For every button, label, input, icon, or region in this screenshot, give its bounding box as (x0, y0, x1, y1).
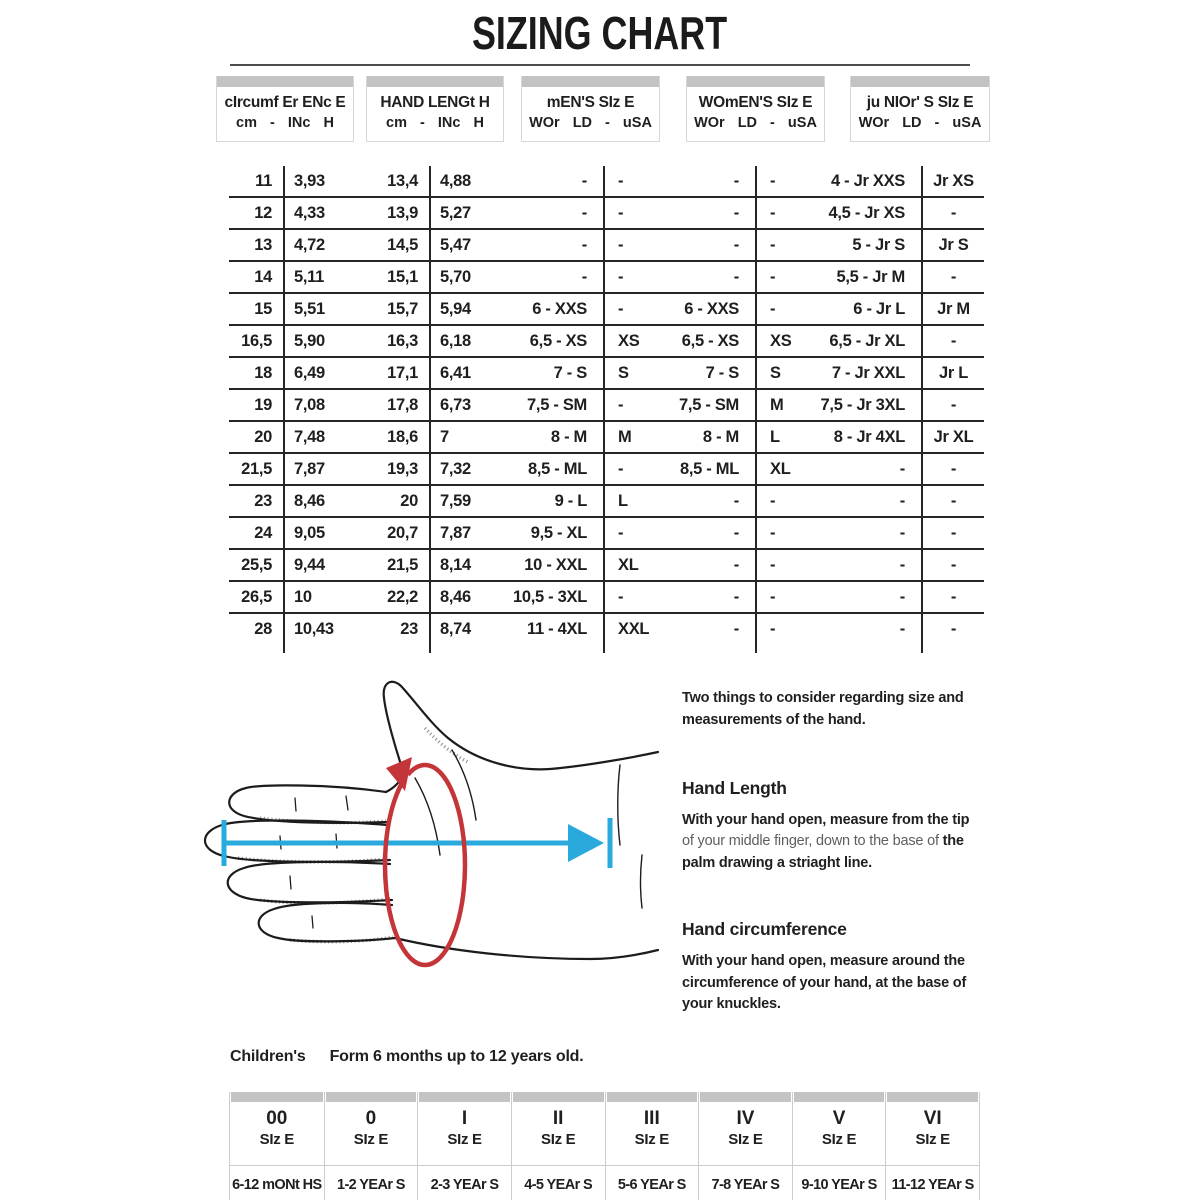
children-size-word: SIz E (353, 1130, 389, 1148)
table-cell-mens_world: - (501, 198, 605, 228)
table-cell-womens_usa: - (770, 235, 776, 254)
children-size-numeral: VI (923, 1108, 942, 1129)
table-cell-juniors_world: 7,5 - Jr 3XL (813, 390, 923, 420)
table-cell-juniors_world: - (813, 454, 923, 484)
hand-length-line3: the palm drawing a striaght line. (682, 833, 964, 871)
table-cell-circumference_inch: 7,48 (294, 427, 325, 446)
table-cell-womens_world: - (665, 486, 757, 516)
table-divider-tail-cell (813, 644, 923, 653)
table-divider-tail-cell (757, 644, 813, 653)
table-cell-juniors_usa: Jr M (937, 299, 970, 318)
children-column-gray-bar (794, 1092, 885, 1102)
table-cell-womens_world: - (665, 614, 757, 644)
table-cell-circumference_cm: 18 (229, 358, 285, 388)
table-cell-hand_length_cm: 20,7 (355, 518, 431, 548)
table-cell-womens_usa: - (770, 299, 776, 318)
table-cell-mens_world: 6 - XXS (501, 294, 605, 324)
children-size-word: SIz E (259, 1130, 294, 1148)
table-cell-hand_length_cm: 14,5 (355, 230, 431, 260)
header-mens-size (521, 76, 660, 142)
table-cell-womens_usa: - (770, 555, 776, 574)
page-title (0, 6, 1200, 60)
header-units: WOr LD - uSA (529, 115, 652, 131)
table-cell-hand_length_inch: 8,74 (440, 619, 471, 638)
table-cell-juniors_usa: - (950, 587, 957, 606)
children-size-numeral: IV (736, 1108, 755, 1129)
children-column-header (418, 1102, 511, 1165)
children-age-range: 2-3 YEAr S (418, 1165, 511, 1200)
table-cell-circumference_cm: 23 (229, 486, 285, 516)
table-cell-hand_length_cm: 23 (355, 614, 431, 644)
table-cell-mens_usa: XL (618, 555, 639, 574)
table-cell-juniors_world: - (813, 614, 923, 644)
children-age-range: 7-8 YEAr S (699, 1165, 792, 1200)
header-hand-length (366, 76, 504, 142)
header-gray-bar (367, 76, 503, 87)
children-column-gray-bar (513, 1092, 604, 1102)
table-divider-tail-cell (665, 644, 757, 653)
table-row (229, 550, 984, 582)
children-size-numeral: 00 (266, 1108, 288, 1129)
table-cell-womens_world: 6,5 - XS (665, 326, 757, 356)
header-name: ju NIOr' S SIz E (866, 94, 974, 111)
table-cell-mens_world: 9 - L (501, 486, 605, 516)
children-column-header (886, 1102, 979, 1165)
table-cell-hand_length_inch: 6,73 (440, 395, 471, 414)
table-cell-juniors_world: 6 - Jr L (813, 294, 923, 324)
table-cell-mens_world: 9,5 - XL (501, 518, 605, 548)
table-cell-hand_length_inch: 7,32 (440, 459, 471, 478)
table-cell-womens_usa: - (770, 491, 776, 510)
children-column (792, 1092, 886, 1200)
table-divider-tail (229, 644, 984, 653)
table-cell-mens_usa: - (618, 459, 624, 478)
table-cell-hand_length_inch: 5,70 (440, 267, 471, 286)
table-cell-circumference_cm: 15 (229, 294, 285, 324)
table-cell-circumference_cm: 20 (229, 422, 285, 452)
header-circumference (216, 76, 354, 142)
table-cell-womens_world: 7,5 - SM (665, 390, 757, 420)
measurement-notes (682, 688, 972, 1016)
table-cell-circumference_cm: 25,5 (229, 550, 285, 580)
header-name: WOmEN'S SIz E (698, 94, 813, 111)
table-cell-circumference_inch: 4,72 (294, 235, 325, 254)
table-row (229, 390, 984, 422)
table-cell-mens_world: 11 - 4XL (501, 614, 605, 644)
header-units: cm - INc H (236, 115, 334, 131)
table-cell-juniors_world: 6,5 - Jr XL (813, 326, 923, 356)
table-cell-circumference_cm: 11 (229, 166, 285, 196)
table-cell-womens_usa: XS (770, 331, 792, 350)
table-cell-mens_usa: - (618, 267, 624, 286)
table-cell-mens_usa: - (618, 171, 624, 190)
table-cell-mens_world: - (501, 262, 605, 292)
children-size-numeral: V (832, 1108, 846, 1129)
table-cell-hand_length_inch: 6,18 (440, 331, 471, 350)
table-cell-juniors_world: 4 - Jr XXS (813, 166, 923, 196)
header-units: cm - INc H (386, 115, 484, 131)
table-cell-hand_length_inch: 8,46 (440, 587, 471, 606)
children-column-header (699, 1102, 792, 1165)
page-title-text: SIZING CHART (472, 7, 728, 59)
table-cell-circumference_inch: 7,87 (294, 459, 325, 478)
table-row (229, 326, 984, 358)
table-cell-womens_usa: S (770, 363, 781, 382)
table-cell-womens_world: 8,5 - ML (665, 454, 757, 484)
notes-intro: Two things to consider regarding size and measurements of the hand. (682, 690, 964, 728)
children-column (698, 1092, 792, 1200)
table-divider-tail-cell (605, 644, 665, 653)
table-cell-womens_usa: XL (770, 459, 791, 478)
table-cell-womens_usa: - (770, 587, 776, 606)
table-cell-juniors_usa: - (950, 203, 957, 222)
table-cell-hand_length_inch: 5,47 (440, 235, 471, 254)
header-gray-bar (851, 76, 989, 87)
table-cell-hand_length_cm: 16,3 (355, 326, 431, 356)
table-cell-juniors_world: - (813, 486, 923, 516)
table-cell-hand_length_inch: 7,59 (440, 491, 471, 510)
children-size-word: SIz E (447, 1130, 482, 1148)
table-cell-circumference_inch: 9,05 (294, 523, 325, 542)
table-row (229, 230, 984, 262)
length-arrow-head (568, 824, 604, 862)
table-cell-circumference_cm: 28 (229, 614, 285, 644)
table-row (229, 262, 984, 294)
table-cell-circumference_cm: 21,5 (229, 454, 285, 484)
table-cell-womens_world: - (665, 262, 757, 292)
children-column (324, 1092, 418, 1200)
children-age-range: 9-10 YEAr S (793, 1165, 886, 1200)
table-cell-circumference_inch: 10 (294, 587, 312, 606)
children-column-gray-bar (607, 1092, 698, 1102)
children-column-gray-bar (700, 1092, 791, 1102)
table-cell-hand_length_cm: 22,2 (355, 582, 431, 612)
children-size-numeral: 0 (365, 1108, 377, 1129)
table-cell-hand_length_cm: 17,1 (355, 358, 431, 388)
table-cell-womens_world: - (665, 198, 757, 228)
table-cell-mens_world: 6,5 - XS (501, 326, 605, 356)
table-cell-womens_world: - (665, 166, 757, 196)
header-womens-size (686, 76, 825, 142)
table-cell-mens_world: 10,5 - 3XL (501, 582, 605, 612)
header-name: cIrcumf Er ENc E (224, 94, 346, 111)
children-age-range: 1-2 YEAr S (325, 1165, 418, 1200)
table-cell-mens_world: 10 - XXL (501, 550, 605, 580)
table-row (229, 518, 984, 550)
table-cell-circumference_cm: 13 (229, 230, 285, 260)
table-cell-hand_length_inch: 6,41 (440, 363, 471, 382)
header-gray-bar (217, 76, 353, 87)
table-cell-juniors_world: 5 - Jr S (813, 230, 923, 260)
table-cell-mens_world: 7 - S (501, 358, 605, 388)
table-cell-mens_usa: XS (618, 331, 640, 350)
table-cell-mens_world: 8 - M (501, 422, 605, 452)
table-cell-mens_usa: L (618, 491, 628, 510)
children-size-table (229, 1092, 980, 1200)
table-cell-mens_usa: - (618, 235, 624, 254)
table-cell-juniors_world: 8 - Jr 4XL (813, 422, 923, 452)
hand-length-line2: of your middle finger, down to the base of (682, 833, 939, 850)
table-divider-tail-cell (923, 644, 984, 653)
table-cell-juniors_usa: Jr S (938, 235, 969, 254)
header-gray-bar (687, 76, 824, 87)
table-cell-hand_length_cm: 15,1 (355, 262, 431, 292)
children-age-range: 5-6 YEAr S (606, 1165, 699, 1200)
table-cell-mens_usa: - (618, 395, 624, 414)
table-cell-circumference_inch: 10,43 (294, 619, 334, 638)
table-row (229, 454, 984, 486)
circumference-heading: Hand circumference (682, 918, 847, 939)
table-cell-juniors_usa: - (950, 555, 957, 574)
table-cell-hand_length_inch: 8,14 (440, 555, 471, 574)
table-divider-tail-cell (501, 644, 605, 653)
table-cell-circumference_inch: 5,90 (294, 331, 325, 350)
table-cell-circumference_cm: 14 (229, 262, 285, 292)
table-cell-mens_usa: - (618, 203, 624, 222)
table-cell-hand_length_cm: 13,4 (355, 166, 431, 196)
table-cell-womens_usa: M (770, 395, 784, 414)
table-cell-circumference_inch: 7,08 (294, 395, 325, 414)
table-cell-mens_usa: - (618, 299, 624, 318)
table-cell-hand_length_inch: 4,88 (440, 171, 471, 190)
children-column-header (230, 1102, 324, 1165)
hand-sketch (205, 682, 658, 959)
table-cell-juniors_usa: Jr L (938, 363, 969, 382)
table-cell-hand_length_inch: 5,27 (440, 203, 471, 222)
children-size-word: SIz E (634, 1130, 669, 1148)
children-column (417, 1092, 511, 1200)
children-size-numeral: II (552, 1108, 564, 1129)
table-cell-juniors_usa: Jr XL (933, 427, 974, 446)
table-cell-circumference_cm: 26,5 (229, 582, 285, 612)
children-column-header (793, 1102, 886, 1165)
table-cell-juniors_usa: Jr XS (933, 171, 974, 190)
table-row (229, 486, 984, 518)
table-cell-hand_length_inch: 7,87 (440, 523, 471, 542)
table-row (229, 198, 984, 230)
children-section-header (230, 1048, 584, 1066)
table-cell-hand_length_inch: 5,94 (440, 299, 471, 318)
table-row (229, 294, 984, 326)
table-cell-mens_usa: S (618, 363, 629, 382)
table-cell-womens_world: 8 - M (665, 422, 757, 452)
table-cell-hand_length_cm: 15,7 (355, 294, 431, 324)
header-units: WOr LD - uSA (694, 115, 817, 131)
table-cell-juniors_world: - (813, 582, 923, 612)
children-subtitle: Form 6 months up to 12 years old. (329, 1048, 584, 1065)
table-cell-womens_world: 7 - S (665, 358, 757, 388)
title-divider (230, 64, 970, 66)
children-column (885, 1092, 979, 1200)
children-column (511, 1092, 605, 1200)
header-units: WOr LD - uSA (858, 115, 982, 131)
children-age-range: 11-12 YEAr S (886, 1165, 979, 1200)
table-row (229, 582, 984, 614)
table-cell-womens_world: - (665, 230, 757, 260)
table-row (229, 358, 984, 390)
table-cell-circumference_cm: 12 (229, 198, 285, 228)
children-size-word: SIz E (821, 1130, 857, 1148)
table-cell-circumference_inch: 5,51 (294, 299, 325, 318)
table-cell-juniors_usa: - (950, 491, 957, 510)
children-column-gray-bar (887, 1092, 978, 1102)
table-cell-womens_usa: - (770, 619, 776, 638)
table-cell-circumference_inch: 6,49 (294, 363, 325, 382)
table-cell-circumference_cm: 24 (229, 518, 285, 548)
hand-length-heading: Hand Length (682, 777, 787, 798)
children-column-header (325, 1102, 418, 1165)
table-cell-hand_length_cm: 19,3 (355, 454, 431, 484)
table-cell-juniors_usa: - (950, 619, 957, 638)
table-cell-womens_usa: - (770, 203, 776, 222)
table-cell-mens_world: 8,5 - ML (501, 454, 605, 484)
table-cell-juniors_usa: - (950, 331, 957, 350)
table-cell-womens_usa: L (770, 427, 780, 446)
table-cell-mens_usa: M (618, 427, 632, 446)
table-cell-juniors_usa: - (950, 395, 957, 414)
table-cell-hand_length_cm: 17,8 (355, 390, 431, 420)
table-cell-circumference_cm: 19 (229, 390, 285, 420)
children-size-word: SIz E (728, 1130, 763, 1148)
circumference-loop (385, 757, 465, 965)
table-cell-juniors_world: 4,5 - Jr XS (813, 198, 923, 228)
table-cell-juniors_world: 5,5 - Jr M (813, 262, 923, 292)
table-cell-mens_world: 7,5 - SM (501, 390, 605, 420)
table-cell-circumference_inch: 5,11 (294, 267, 325, 286)
table-row (229, 422, 984, 454)
header-name: mEN'S SIz E (546, 94, 635, 111)
table-cell-mens_world: - (501, 166, 605, 196)
table-cell-mens_usa: - (618, 587, 624, 606)
table-row (229, 614, 984, 644)
children-column-gray-bar (231, 1092, 323, 1102)
table-cell-womens_world: 6 - XXS (665, 294, 757, 324)
header-juniors-size (850, 76, 990, 142)
children-size-numeral: III (643, 1108, 660, 1129)
table-cell-hand_length_cm: 13,9 (355, 198, 431, 228)
circumference-text: With your hand open, measure around the circumference of your hand, at the base of your knuckles. (682, 952, 967, 1013)
children-column-header (606, 1102, 699, 1165)
table-cell-womens_world: - (665, 518, 757, 548)
table-cell-womens_world: - (665, 550, 757, 580)
table-cell-juniors_world: - (813, 550, 923, 580)
table-divider-tail-cell (355, 644, 431, 653)
table-cell-circumference_inch: 4,33 (294, 203, 325, 222)
header-gray-bar (522, 76, 659, 87)
table-cell-womens_usa: - (770, 171, 776, 190)
children-size-numeral: I (461, 1108, 468, 1129)
hand-illustration (190, 670, 660, 1020)
children-column-gray-bar (326, 1092, 417, 1102)
children-age-range: 4-5 YEAr S (512, 1165, 605, 1200)
table-divider-tail-cell (285, 644, 355, 653)
table-cell-womens_usa: - (770, 523, 776, 542)
table-cell-juniors_usa: - (950, 523, 957, 542)
table-cell-mens_usa: - (618, 523, 624, 542)
children-column-gray-bar (419, 1092, 510, 1102)
table-cell-hand_length_cm: 21,5 (355, 550, 431, 580)
size-table (229, 166, 984, 653)
children-size-word: SIz E (541, 1130, 576, 1148)
table-cell-juniors_world: 7 - Jr XXL (813, 358, 923, 388)
table-cell-mens_world: - (501, 230, 605, 260)
table-cell-juniors_usa: - (950, 459, 957, 478)
table-cell-womens_world: - (665, 582, 757, 612)
table-cell-circumference_inch: 9,44 (294, 555, 325, 574)
children-size-word: SIz E (915, 1130, 950, 1148)
table-cell-circumference_cm: 16,5 (229, 326, 285, 356)
table-divider-tail-cell (431, 644, 501, 653)
children-column (230, 1092, 324, 1200)
table-row (229, 166, 984, 198)
table-cell-circumference_inch: 3,93 (294, 171, 325, 190)
children-label: Children's (230, 1048, 306, 1065)
table-cell-hand_length_cm: 20 (355, 486, 431, 516)
table-cell-circumference_inch: 8,46 (294, 491, 325, 510)
header-name: HAND LENGt H (380, 94, 490, 111)
table-cell-hand_length_inch: 7 (440, 427, 449, 446)
hand-length-text (682, 810, 972, 875)
children-age-range: 6-12 mONt HS (230, 1165, 324, 1200)
table-divider-tail-cell (229, 644, 285, 653)
children-column (605, 1092, 699, 1200)
table-cell-juniors_usa: - (950, 267, 957, 286)
table-cell-womens_usa: - (770, 267, 776, 286)
children-column-header (512, 1102, 605, 1165)
table-cell-hand_length_cm: 18,6 (355, 422, 431, 452)
hand-length-line1: With your hand open, measure from the tip (682, 811, 970, 828)
table-cell-mens_usa: XXL (618, 619, 650, 638)
table-cell-juniors_world: - (813, 518, 923, 548)
